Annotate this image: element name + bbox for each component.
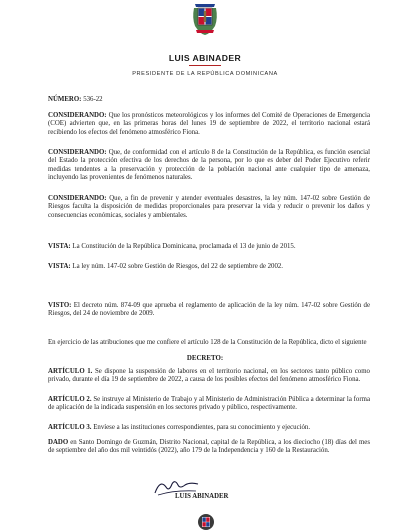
header-title: PRESIDENTE DE LA REPÚBLICA DOMINICANA <box>132 71 278 77</box>
numero-value: 536-22 <box>83 96 103 103</box>
visto-paragraph <box>48 302 370 319</box>
visto-text: El decreto núm. 874-09 que aprueba el reglamento de aplicación de la ley núm. 147-02 sobre Gestión de Riesgos, del 24 de noviembre de 2009. <box>48 302 370 318</box>
preamble-paragraph: En ejercicio de las atribuciones que me confiere el artículo 128 de la Constitución de la República, dicto el siguiente <box>48 339 367 346</box>
vista-label: VISTA: <box>48 263 71 270</box>
considerando-text: Que, a fin de prevenir y atender eventuales desastres, la ley núm. 147-02 sobre Gestión de Riesgos faculta la disposición de medidas proporcionales para preservar la vida y reducir o prevenir los daños y consecuencias económicas, sociales y ambientales. <box>48 195 370 219</box>
seal-icon <box>196 510 216 530</box>
considerando-label: CONSIDERANDO: <box>48 149 107 156</box>
considerando-label: CONSIDERANDO: <box>48 195 107 202</box>
numero-line <box>48 96 370 104</box>
considerando-text: Que, de conformidad con el artículo 8 de la Constitución de la República, es función esencial del Estado la protección efectiva de los derechos de la persona, por lo que es deber del Poder Ejecutivo referir medidas tendentes a la preservación y protección de la población nacional ante cualquier tipo de amenaza, incluyendo las provenientes de fenómenos naturales. <box>48 149 370 182</box>
considerando-paragraph <box>48 195 370 220</box>
visto-label: VISTO: <box>48 302 72 309</box>
vista-text: La ley núm. 147-02 sobre Gestión de Riesgos, del 22 de septiembre de 2002. <box>72 263 284 270</box>
considerando-label: CONSIDERANDO: <box>48 112 107 119</box>
dado-label: DADO <box>48 439 69 446</box>
vista-paragraph <box>48 263 370 271</box>
vista-label: VISTA: <box>48 243 71 250</box>
signatory-name: LUIS ABINADER <box>175 493 229 500</box>
dado-text: en Santo Domingo de Guzmán, Distrito Nacional, capital de la República, a los dieciocho (18) días del mes de septiembre del año dos mil veintidós (2022), año 179 de la Independencia y 160 de la Restauración. <box>48 439 370 455</box>
header-divider <box>189 65 221 66</box>
vista-paragraph <box>48 243 370 251</box>
vista-text: La Constitución de la República Dominicana, proclamada el 13 de junio de 2015. <box>72 243 296 250</box>
considerando-text: Que los pronósticos meteorológicos y los informes del Comité de Operaciones de Emergencia (COE) advierten que, en las primeras horas del lunes 19 de septiembre de 2022, el territorio nacional estará recibiendo los efectos del fenómeno atmosférico Fiona. <box>48 112 370 136</box>
dado-paragraph <box>48 439 370 456</box>
considerando-paragraph <box>48 149 370 183</box>
numero-label: NÚMERO: <box>48 96 82 103</box>
header-name: LUIS ABINADER <box>168 53 242 63</box>
articulo-label: ARTÍCULO 3. <box>48 424 92 431</box>
coat-of-arms-icon <box>191 2 219 36</box>
articulo-paragraph <box>48 396 370 413</box>
considerando-paragraph <box>48 112 370 137</box>
articulo-text: Se dispone la suspensión de labores en el territorio nacional, en los sectores tanto público como privado, durante el día 19 de septiembre de 2022, a causa de los posibles efectos del fenómeno atmosférico Fiona. <box>48 368 370 384</box>
decreto-heading: DECRETO: <box>186 355 224 362</box>
articulo-paragraph <box>48 424 370 432</box>
articulo-label: ARTÍCULO 1. <box>48 368 93 375</box>
articulo-label: ARTÍCULO 2. <box>48 396 92 403</box>
articulo-text: Envíese a las instituciones correspondientes, para su conocimiento y ejecución. <box>93 424 311 431</box>
articulo-paragraph <box>48 368 370 385</box>
articulo-text: Se instruye al Ministerio de Trabajo y al Ministerio de Administración Pública a determinar la forma de aplicación de la indicada suspensión en los sectores privado y público, respectivamente. <box>48 396 370 412</box>
